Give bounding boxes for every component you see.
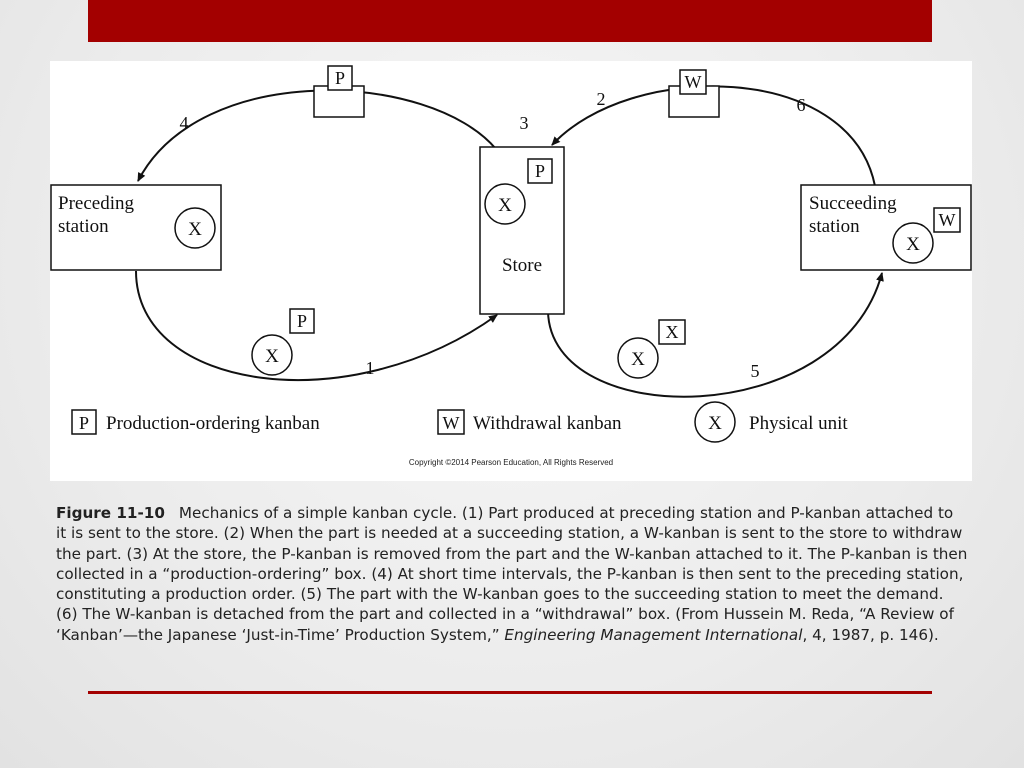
caption-text: Mechanics of a simple kanban cycle. (1) Part produced at preceding station and P-kanban attached to it is sent to the store. (2) When the part is needed at a succeeding station, a W-kanban is sent to the store to withdraw the part. (3) At the store, the P-kanban is removed from the part and the W-kanban attached to it. The P-kanban is then collected in a “production-ordering” box. (4) At short time intervals, the P-kanban is then sent to the preceding station, constituting a production order. (5) The part with the W-kanban goes to the succeeding station to meet the demand. (6) The W-kanban is detached from the part and collected in a “withdrawal” box. (From Hussein M. Reda, “A Review of ‘Kanban’—the Japanese ‘Just-in-Time’ Production System,” <box>56 504 968 644</box>
step-number-2: 2 <box>596 89 606 109</box>
x-card-flow-label: X <box>665 322 679 342</box>
physical-unit-store-label: X <box>498 195 512 216</box>
legend-w-text: Withdrawal kanban <box>473 413 622 434</box>
bottom-accent-rule <box>88 691 932 694</box>
flow-curve-5 <box>548 273 882 397</box>
caption-journal: Engineering Management International <box>504 625 803 644</box>
legend-w-symbol-label: W <box>442 413 460 433</box>
caption-text-end: , 4, 1987, p. 146). <box>802 625 939 644</box>
step-number-1: 1 <box>365 358 375 378</box>
copyright-notice: Copyright ©2014 Pearson Education, All Rights Reserved <box>408 458 614 467</box>
preceding-station-label: Preceding station <box>58 193 134 237</box>
store-label: Store <box>501 255 543 276</box>
step-number-5: 5 <box>750 361 760 381</box>
succeeding-station-label: Succeeding station <box>809 193 897 237</box>
top-accent-bar <box>88 0 932 42</box>
legend-p-symbol-label: P <box>78 413 90 433</box>
figure-label: Figure 11-10 <box>56 504 165 522</box>
legend-p-text: Production-ordering kanban <box>106 413 320 434</box>
step-number-6: 6 <box>796 95 806 115</box>
p-kanban-card-flow-label: P <box>296 311 308 331</box>
p-kanban-card-store-label: P <box>534 161 546 181</box>
physical-unit-flow-5-label: X <box>631 349 645 370</box>
legend-x-symbol-label: X <box>708 413 722 434</box>
physical-unit-flow-1-label: X <box>265 346 279 367</box>
legend-x-text: Physical unit <box>749 413 848 434</box>
step-number-4: 4 <box>179 113 189 133</box>
w-kanban-card-top-label: W <box>684 72 702 92</box>
kanban-cycle-svg <box>50 61 972 481</box>
p-kanban-card-top-label: P <box>334 68 346 88</box>
step-number-3: 3 <box>519 113 529 133</box>
figure-caption <box>56 503 968 645</box>
flow-curve-1 <box>136 271 497 380</box>
physical-unit-preceding-label: X <box>188 219 202 240</box>
kanban-diagram <box>50 61 972 481</box>
w-kanban-card-succeeding-label: W <box>938 210 956 230</box>
physical-unit-succeeding-label: X <box>906 234 920 255</box>
